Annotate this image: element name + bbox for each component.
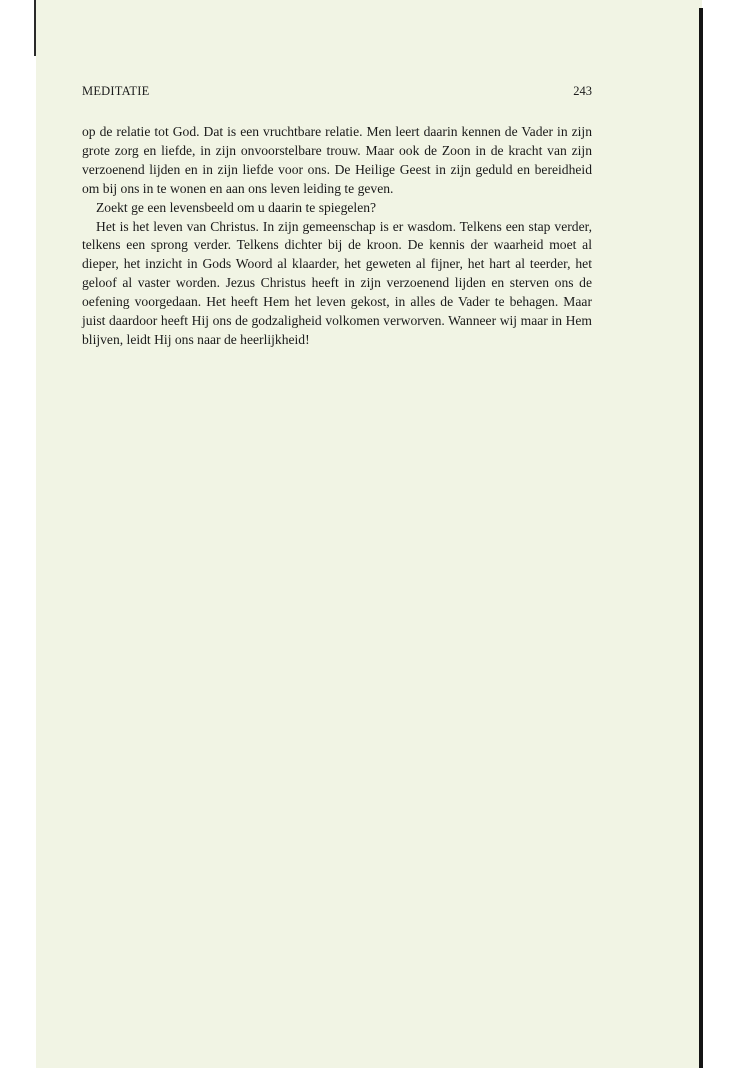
paragraph: Zoekt ge een levensbeeld om u daarin te spiegelen? — [96, 199, 377, 215]
scan-edge-right — [699, 8, 703, 1068]
paragraph: Het is het leven van Christus. In zijn gemeenschap is er wasdom. Telkens een stap verder, telkens een sprong verder. Telkens dichter bij de kroon. De kennis der waarheid moet al dieper, het inzicht in Gods Woord al klaarder, het geweten al fijner, het hart al teerder, het geloof al vaster worden. Jezus Christus heeft in zijn verzoenend lijden en sterven ons de oefening voorgedaan. Het heeft Hem het leven gekost, in alles de Vader te behagen. Maar juist daardoor heeft Hij ons de godzaligheid volkomen verworven. Wanneer wij maar in Hem blijven, leidt Hij ons naar de heerlijkheid! — [82, 218, 592, 347]
body-text — [82, 123, 592, 350]
scan-edge-left — [34, 0, 36, 56]
running-title: MEDITATIE — [82, 84, 150, 98]
paragraph: op de relatie tot God. Dat is een vruchtbare relatie. Men leert daarin kennen de Vader in zijn grote zorg en liefde, in zijn onvoorstelbare trouw. Maar ook de Zoon in de kracht van zijn verzoenend lijden en in zijn liefde voor ons. De Heilige Geest in zijn geduld en bereidheid om bij ons in te wonen en aan ons leven leiding te geven. — [82, 124, 592, 196]
page-number: 243 — [573, 84, 592, 98]
